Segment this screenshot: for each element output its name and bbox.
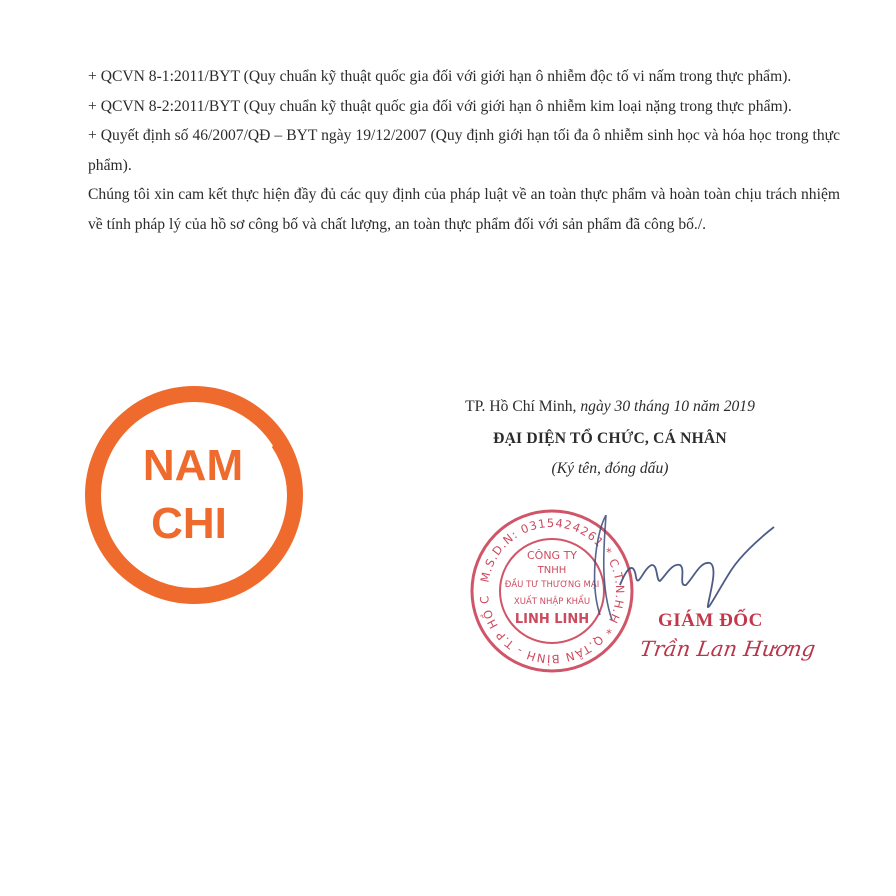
- org-heading: ĐẠI DIỆN TỔ CHỨC, CÁ NHÂN: [493, 430, 727, 447]
- sign-note: (Ký tên, đóng dấu): [551, 460, 669, 477]
- seal-ring-text: M.S.D.N: 0315424261 * C.T.N.H.H * Q.TÂN BÌNH - T.P HỒ C: [477, 515, 628, 667]
- seal-line-4: XUẤT NHẬP KHẨU: [513, 597, 591, 607]
- place-text: TP. Hồ Chí Minh,: [465, 398, 577, 415]
- place-date-line: [390, 390, 830, 424]
- paragraph-qcvn-8-1: + QCVN 8-1:2011/BYT (Quy chuẩn kỹ thuật quốc gia đối với giới hạn ô nhiễm độc tố vi nấm trong thực phẩm).: [88, 68, 792, 85]
- director-name: Trần Lan Hương: [638, 637, 817, 661]
- director-title: GIÁM ĐỐC: [658, 610, 763, 631]
- seal-line-5: LINH LINH: [514, 612, 590, 627]
- logo-text-line1: NAM: [142, 441, 244, 490]
- seal-line-1: CÔNG TY: [526, 549, 578, 562]
- signature-block: [390, 390, 830, 484]
- seal-line-2: TNHH: [537, 565, 567, 576]
- logo-text-line2: CHI: [151, 499, 227, 548]
- signature-scribble: [560, 515, 790, 625]
- paragraph-decision-46: + Quyết định số 46/2007/QĐ – BYT ngày 19/12/2007 (Quy định giới hạn tối đa ô nhiễm sinh học và hóa học trong thực phẩm).: [88, 127, 840, 174]
- paragraph-commitment: Chúng tôi xin cam kết thực hiện đầy đủ các quy định của pháp luật về an toàn thực phẩm và hoàn toàn chịu trách nhiệm về tính pháp lý của hồ sơ công bố và chất lượng, an toàn thực phẩm đối với sản phẩm đã công bố./.: [88, 186, 840, 233]
- logo-graphic: [85, 386, 303, 604]
- document-body: [88, 62, 840, 239]
- date-text: ngày 30 tháng 10 năm 2019: [580, 398, 755, 415]
- handwritten-signature: [560, 515, 790, 625]
- nam-chi-logo: [85, 386, 303, 604]
- paragraph-qcvn-8-2: + QCVN 8-2:2011/BYT (Quy chuẩn kỹ thuật quốc gia đối với giới hạn ô nhiễm kim loại nặng trong thực phẩm).: [88, 97, 792, 115]
- seal-line-3: ĐẦU TƯ THƯƠNG MẠI: [504, 580, 600, 590]
